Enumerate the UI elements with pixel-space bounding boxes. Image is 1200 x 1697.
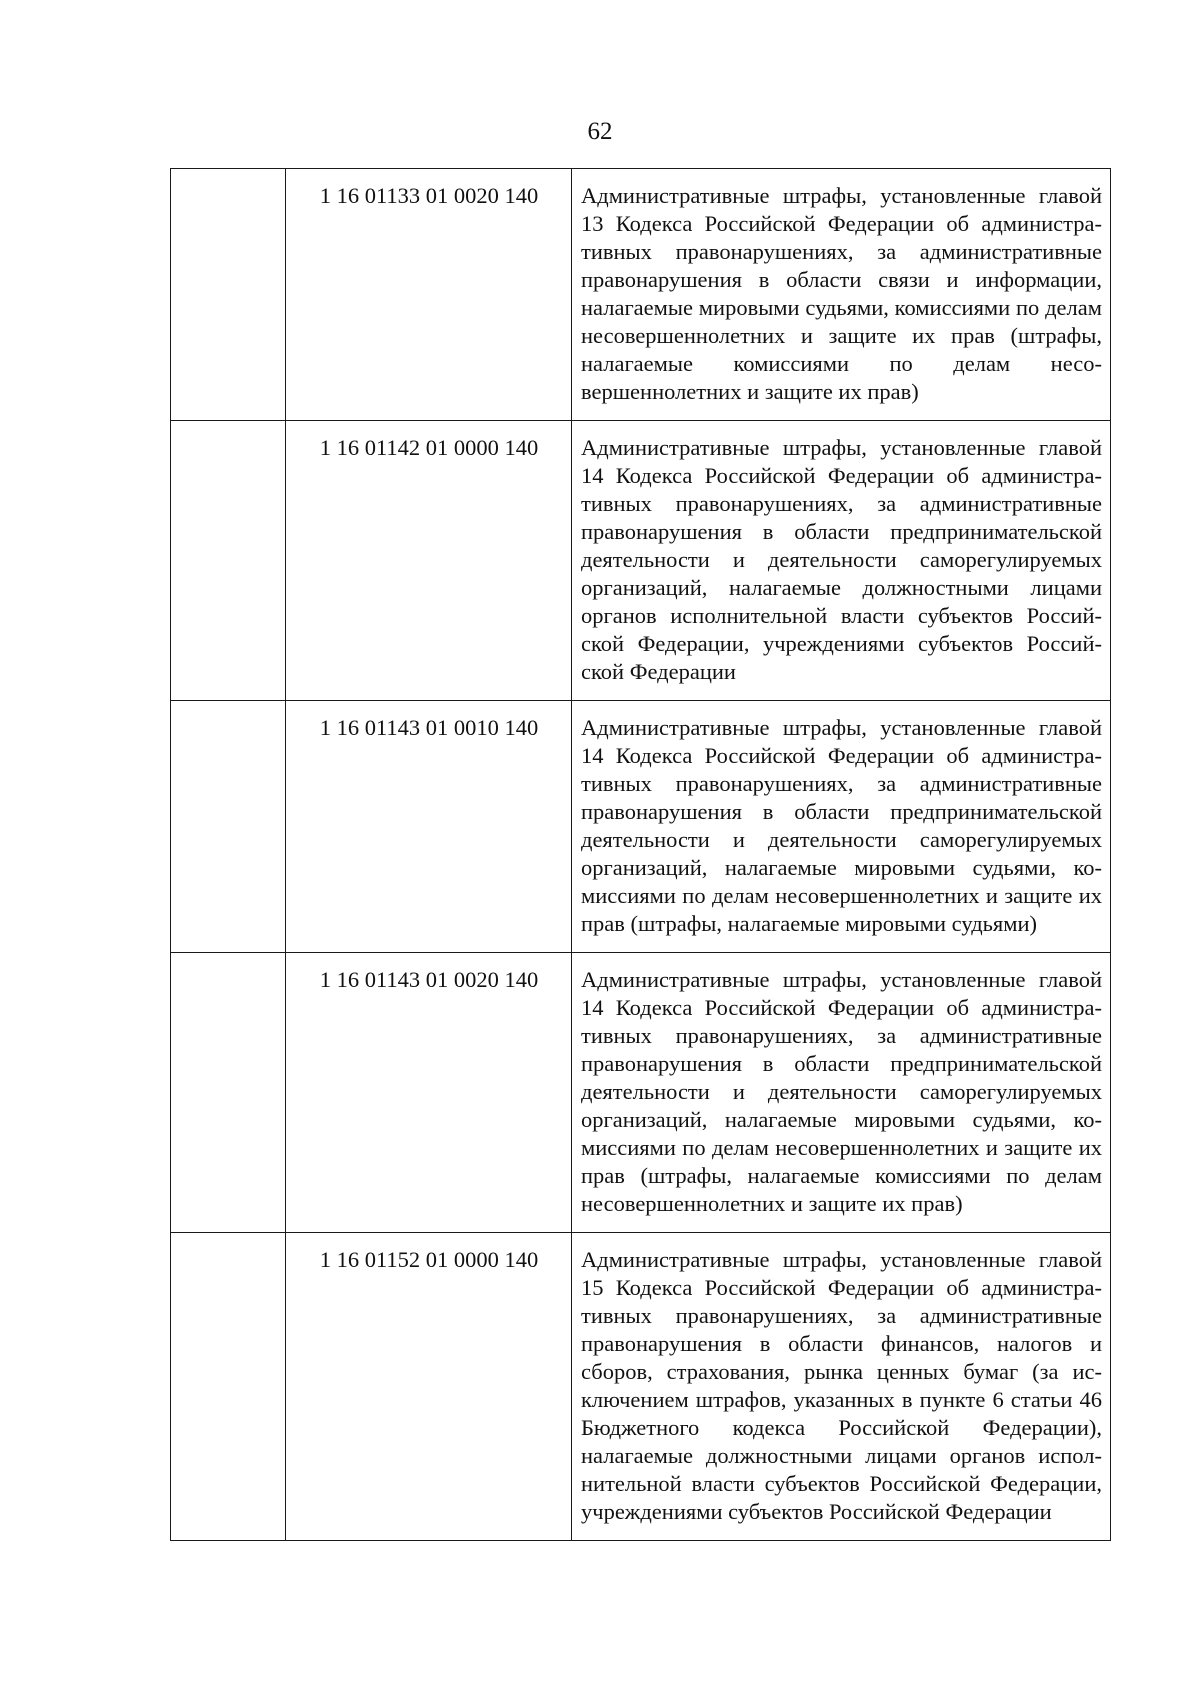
classification-code: 1 16 01143 01 0020 140: [286, 953, 572, 1233]
page-number: 62: [587, 118, 613, 145]
table-row: [171, 953, 1111, 1233]
row-empty-cell: [171, 1233, 286, 1541]
fees-table: [170, 168, 1111, 1541]
income-description: Административные штрафы, установленные главой 15 Кодекса Российской Федерации об административных правонарушениях, за административные правонарушения в области финансов, налогов и сборов, страхования, рынка ценных бумаг (за исключением штрафов, указанных в пункте 6 статьи 46 Бюджетного кодекса Российской Федерации), налагаемые должностными лицами органов исполнительной власти субъектов Российской Федерации, учреждениями субъектов Российской Федерации: [572, 1233, 1111, 1541]
income-description: Административные штрафы, установленные главой 14 Кодекса Российской Федерации об административных правонарушениях, за административные правонарушения в области предпринимательской деятельности и деятельности саморегулируемых организаций, налагаемые мировыми судьями, комиссиями по делам несовершеннолетних и защите их прав (штрафы, налагаемые комиссиями по делам несовершеннолетних и защите их прав): [572, 953, 1111, 1233]
row-empty-cell: [171, 701, 286, 953]
table-row: [171, 701, 1111, 953]
row-empty-cell: [171, 953, 286, 1233]
classification-code: 1 16 01143 01 0010 140: [286, 701, 572, 953]
classification-code: 1 16 01133 01 0020 140: [286, 169, 572, 421]
income-description: Административные штрафы, установленные главой 14 Кодекса Российской Федерации об административных правонарушениях, за административные правонарушения в области предпринимательской деятельности и деятельности саморегулируемых организаций, налагаемые должностными лицами органов исполнительной власти субъектов Российской Федерации, учреждениями субъектов Российской Федерации: [572, 421, 1111, 701]
table-row: [171, 1233, 1111, 1541]
row-empty-cell: [171, 169, 286, 421]
classification-code: 1 16 01152 01 0000 140: [286, 1233, 572, 1541]
income-description: Административные штрафы, установленные главой 14 Кодекса Российской Федерации об административных правонарушениях, за административные правонарушения в области предпринимательской деятельности и деятельности саморегулируемых организаций, налагаемые мировыми судьями, комиссиями по делам несовершеннолетних и защите их прав (штрафы, налагаемые мировыми судьями): [572, 701, 1111, 953]
classification-code: 1 16 01142 01 0000 140: [286, 421, 572, 701]
row-empty-cell: [171, 421, 286, 701]
income-description: Административные штрафы, установленные главой 13 Кодекса Российской Федерации об административных правонарушениях, за административные правонарушения в области связи и информации, налагаемые мировыми судьями, комиссиями по делам несовершеннолетних и защите их прав (штрафы, налагаемые комиссиями по делам несовершеннолетних и защите их прав): [572, 169, 1111, 421]
table-row: [171, 169, 1111, 421]
table-row: [171, 421, 1111, 701]
